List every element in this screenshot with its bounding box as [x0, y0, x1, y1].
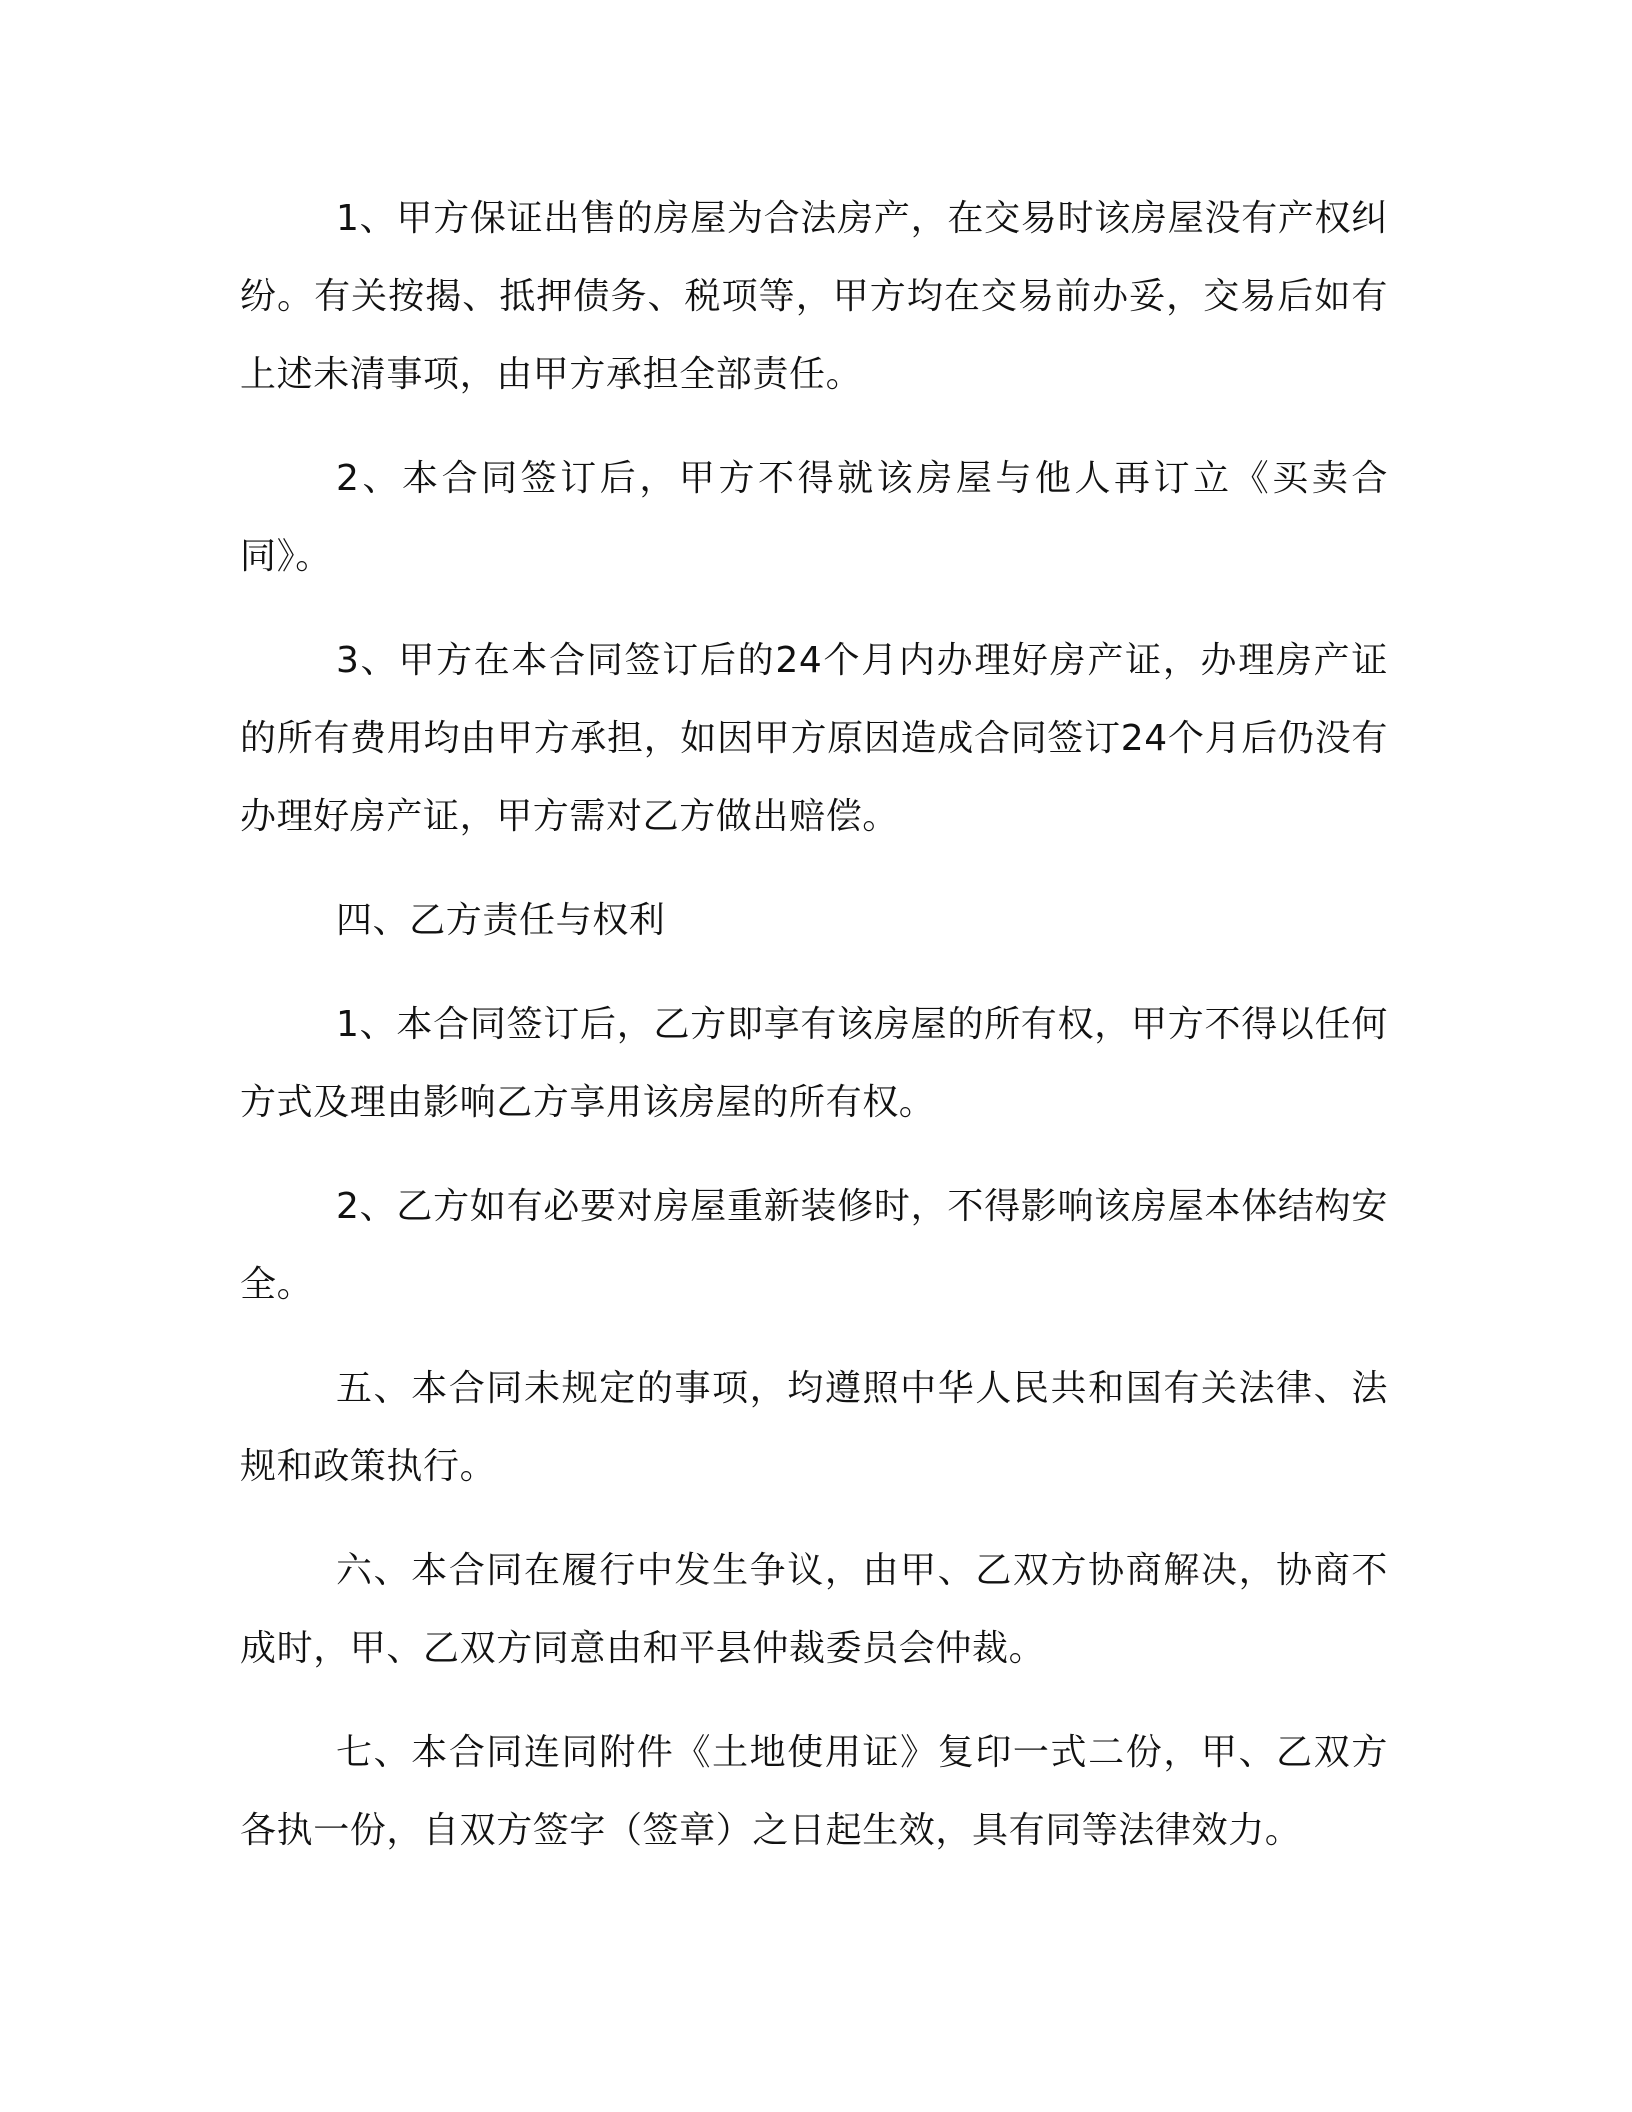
clause-3-2: 2、本合同签订后，甲方不得就该房屋与他人再订立《买卖合同》。	[240, 458, 1388, 577]
section-5: 五、本合同未规定的事项，均遵照中华人民共和国有关法律、法规和政策执行。	[240, 1368, 1388, 1487]
section-7: 七、本合同连同附件《土地使用证》复印一式二份，甲、乙双方各执一份，自双方签字（签章）之日起生效，具有同等法律效力。	[240, 1732, 1388, 1851]
clause-3-3: 3、甲方在本合同签订后的24个月内办理好房产证，办理房产证的所有费用均由甲方承担，如因甲方原因造成合同签订24个月后仍没有办理好房产证，甲方需对乙方做出赔偿。	[240, 640, 1388, 837]
section-6: 六、本合同在履行中发生争议，由甲、乙双方协商解决，协商不成时，甲、乙双方同意由和平县仲裁委员会仲裁。	[240, 1550, 1388, 1669]
document-body	[240, 180, 1388, 1896]
clause-3-1: 1、甲方保证出售的房屋为合法房产，在交易时该房屋没有产权纠纷。有关按揭、抵押债务、税项等，甲方均在交易前办妥，交易后如有上述未清事项，由甲方承担全部责任。	[240, 198, 1388, 395]
clause-4-2: 2、乙方如有必要对房屋重新装修时，不得影响该房屋本体结构安全。	[240, 1186, 1388, 1305]
clause-4-1: 1、本合同签订后，乙方即享有该房屋的所有权，甲方不得以任何方式及理由影响乙方享用该房屋的所有权。	[240, 1004, 1388, 1123]
section-4-heading: 四、乙方责任与权利	[336, 900, 666, 941]
